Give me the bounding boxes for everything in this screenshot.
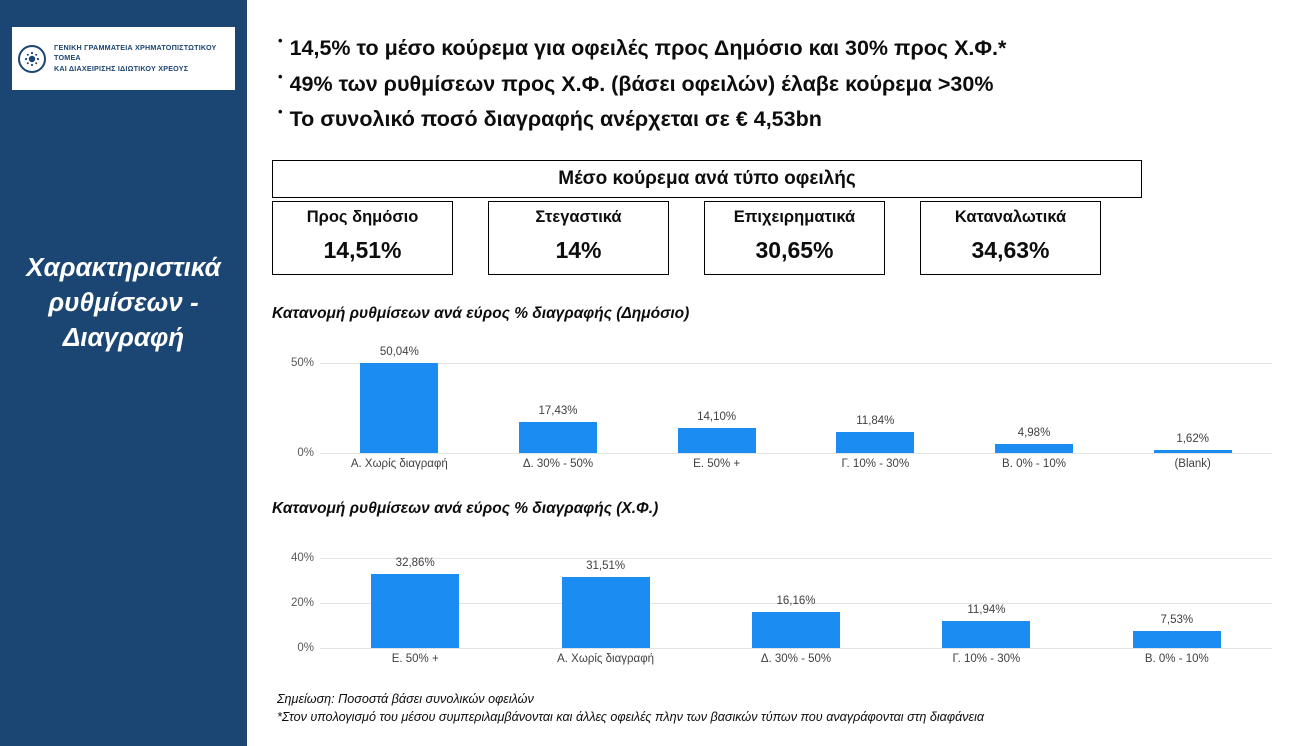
bar: [562, 577, 650, 648]
bullet-item: [278, 104, 1288, 131]
bar-value-label: 16,16%: [776, 594, 816, 607]
y-axis-tick-label: 0%: [297, 447, 314, 459]
table-row: [272, 201, 1142, 275]
table-header: Μέσο κούρεμα ανά τύπο οφειλής: [272, 160, 1142, 198]
table-cell: [488, 201, 669, 275]
bar-value-label: 1,62%: [1176, 433, 1209, 446]
footnote-line: *Στον υπολογισμό του μέσου συμπεριλαμβάνονται και άλλες οφειλές πλην των βασικών τύπων που αναγράφονται στη διαφάνεια: [277, 710, 985, 725]
chart-gridline: [320, 453, 1272, 454]
bar: [678, 428, 756, 453]
table-cell: [272, 201, 453, 275]
y-axis-tick-label: 50%: [290, 357, 314, 369]
x-axis-category-label: Δ. 30% - 50%: [522, 458, 594, 470]
logo-text-line-1: ΓΕΝΙΚΗ ΓΡΑΜΜΑΤΕΙΑ ΧΡΗΜΑΤΟΠΙΣΤΩΤΙΚΟΥ ΤΟΜΕΑ: [54, 42, 217, 63]
bar-value-label: 7,53%: [1160, 614, 1194, 627]
x-axis-category-label: Γ. 10% - 30%: [952, 653, 1021, 665]
organization-logo: [12, 27, 235, 90]
x-axis-category-label: Α. Χωρίς διαγραφή: [557, 653, 655, 665]
table-cell-caption: Καταναλωτικά: [954, 208, 1067, 226]
y-axis-tick-label: 40%: [290, 552, 314, 564]
x-axis-category-label: Γ. 10% - 30%: [841, 458, 910, 470]
chart-title-servicers: Κατανομή ρυθμίσεων ανά εύρος % διαγραφής (Χ.Φ.): [272, 500, 659, 517]
x-axis-category-label: Α. Χωρίς διαγραφή: [350, 458, 448, 470]
bullet-text: 49% των ρυθμίσεων προς Χ.Φ. (βάσει οφειλών) έλαβε κούρεμα >30%: [289, 71, 994, 96]
x-axis-category-label: Β. 0% - 10%: [1002, 458, 1066, 470]
bar-value-label: 4,98%: [1017, 427, 1051, 440]
average-haircut-table: [272, 160, 1142, 275]
x-axis-category-label: Δ. 30% - 50%: [760, 653, 832, 665]
table-cell-caption: Προς δημόσιο: [306, 208, 419, 226]
chart-title-public: Κατανομή ρυθμίσεων ανά εύρος % διαγραφής (Δημόσιο): [272, 305, 690, 322]
logo-text: [54, 43, 235, 74]
bar: [752, 612, 840, 648]
table-cell-caption: Στεγαστικά: [535, 208, 622, 226]
table-cell-caption: Επιχειρηματικά: [733, 208, 856, 226]
chart-gridline: [320, 363, 1272, 364]
bar: [519, 422, 597, 453]
bar-value-label: 50,04%: [379, 345, 419, 358]
x-axis-category-label: (Blank): [1174, 458, 1211, 470]
sidebar: [0, 0, 247, 746]
bullet-dot-icon: •: [278, 68, 283, 84]
footnote-line: Σημείωση: Ποσοστά βάσει συνολικών οφειλών: [277, 692, 534, 706]
table-cell-value: 14,51%: [323, 237, 402, 263]
table-cell-value: 34,63%: [971, 237, 1050, 263]
table-cell: [920, 201, 1101, 275]
bar: [942, 621, 1030, 648]
x-axis-category-label: Ε. 50% +: [693, 458, 741, 470]
bar: [836, 432, 914, 453]
bullet-item: [278, 33, 1288, 60]
bar: [1154, 450, 1232, 453]
bullet-text: 14,5% το μέσο κούρεμα για οφειλές προς Δημόσιο και 30% προς Χ.Φ.*: [289, 36, 1007, 60]
bullet-dot-icon: •: [278, 104, 283, 119]
bar-value-label: 17,43%: [538, 404, 578, 417]
bar-value-label: 11,84%: [856, 414, 895, 427]
table-cell-value: 14%: [555, 237, 602, 263]
bar-chart-public: [272, 330, 1282, 475]
y-axis-tick-label: 20%: [290, 597, 314, 609]
table-cell: [704, 201, 885, 275]
chart-gridline: [320, 648, 1272, 649]
bar-value-label: 11,94%: [967, 604, 1006, 617]
bullet-text: Το συνολικό ποσό διαγραφής ανέρχεται σε € 4,53bn: [289, 107, 822, 131]
bar-value-label: 14,10%: [697, 410, 737, 423]
bar-value-label: 32,86%: [395, 557, 435, 570]
y-axis-tick-label: 0%: [297, 642, 314, 654]
bar: [1133, 631, 1221, 648]
table-cell-value: 30,65%: [755, 237, 834, 263]
bar: [995, 444, 1073, 453]
logo-text-line-2: ΚΑΙ ΔΙΑΧΕΙΡΙΣΗΣ ΙΔΙΩΤΙΚΟΥ ΧΡΕΟΥΣ: [54, 63, 189, 73]
bar-value-label: 31,51%: [586, 560, 626, 573]
bullet-list: [278, 33, 1288, 145]
footnotes: [277, 690, 984, 727]
bar: [360, 363, 438, 453]
slide-section-title: Χαρακτηριστικά ρυθμίσεων - Διαγραφή: [26, 252, 221, 353]
emblem-icon: [18, 45, 46, 73]
x-axis-category-label: Ε. 50% +: [391, 653, 439, 665]
bullet-dot-icon: •: [278, 33, 283, 48]
bar-chart-servicers: [272, 525, 1282, 670]
bullet-item: [278, 68, 1288, 96]
bar: [371, 574, 459, 648]
x-axis-category-label: Β. 0% - 10%: [1144, 653, 1209, 665]
